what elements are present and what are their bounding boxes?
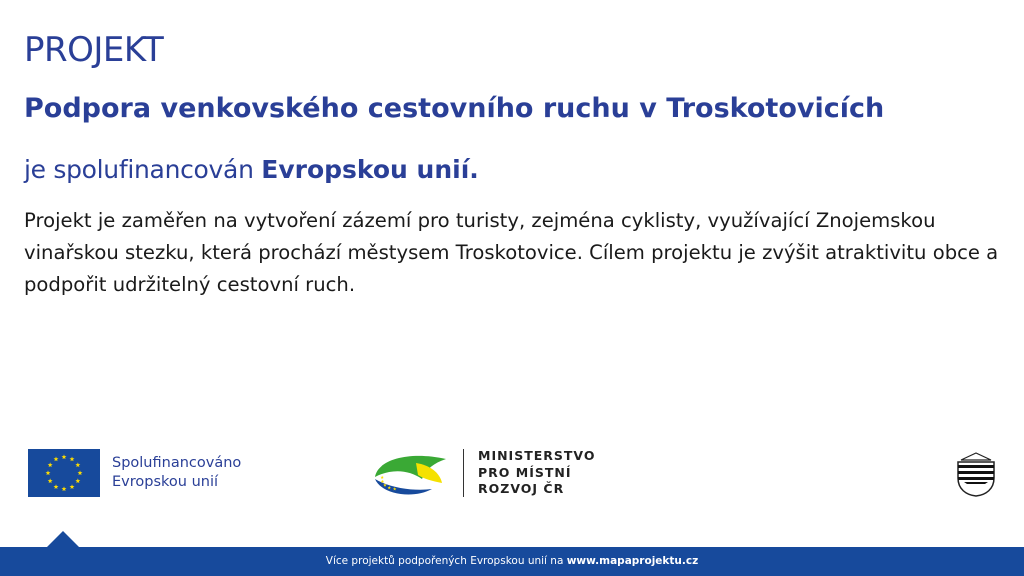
mmr-divider <box>463 449 464 497</box>
footer-link[interactable]: www.mapaprojektu.cz <box>566 555 699 567</box>
footer-notch <box>47 531 79 547</box>
mmr-logo-line1: MINISTERSTVO <box>478 448 596 463</box>
heading-label: PROJEKT <box>24 30 164 70</box>
eu-logo-text <box>112 454 241 492</box>
coat-of-arms-icon <box>952 451 1000 497</box>
mmr-star <box>380 475 383 478</box>
mmr-logo-text <box>478 448 596 498</box>
project-title: Podpora venkovského cestovního ruchu v Troskotovicích <box>24 93 885 124</box>
eu-logo-line1: Spolufinancováno <box>112 455 242 471</box>
cofinanced-line <box>24 153 479 187</box>
eu-logo-line2: Evropskou unií <box>112 474 219 490</box>
eu-logo <box>28 449 241 497</box>
project-description: Projekt je zaměřen na vytvoření zázemí pro turisty, zejména cyklisty, využívající Znojemskou vinařskou stezku, která prochází městysem Troskotovice. Cílem projektu je zvýšit atraktivitu obce a podpořit udržitelný cestovní ruch. <box>24 209 999 296</box>
footer-bar <box>0 547 1024 576</box>
footer-text: Více projektů podpořených Evropskou unií na <box>325 555 567 567</box>
mmr-logo <box>372 448 596 498</box>
cofinanced-bold: Evropskou unií. <box>261 155 479 184</box>
eu-flag-icon <box>28 449 100 497</box>
mmr-logo-line3: ROZVOJ ČR <box>478 481 565 496</box>
mmr-emblem-icon <box>372 449 452 497</box>
cofinanced-prefix: je spolufinancován <box>24 155 262 184</box>
mmr-logo-line2: PRO MÍSTNÍ <box>478 464 572 480</box>
